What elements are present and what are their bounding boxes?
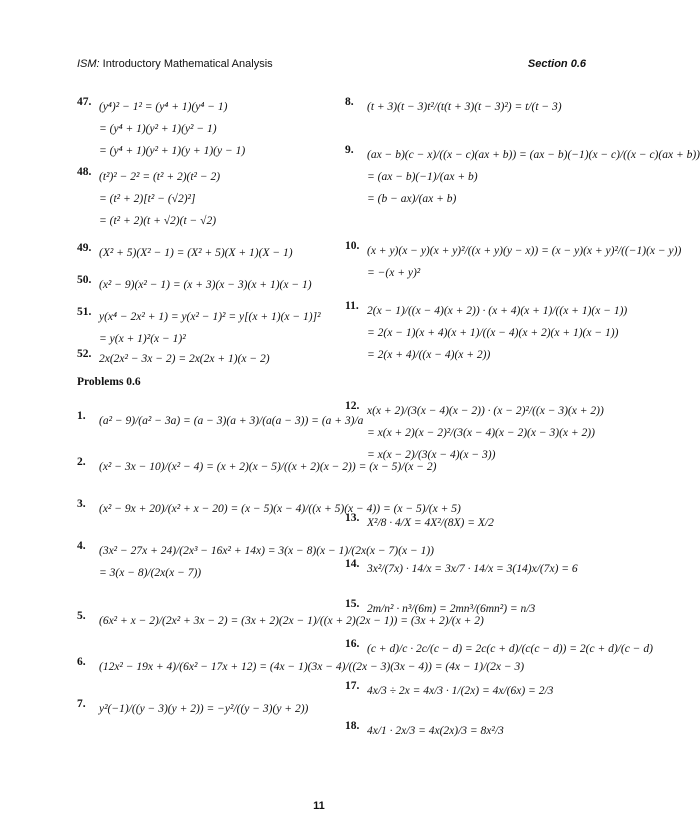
problem-expression	[367, 512, 494, 534]
expression-line: = (ax − b)(−1)/(ax + b)	[367, 171, 478, 183]
running-header-left	[77, 58, 273, 70]
expression-line: = x(x − 2)/(3(x − 4)(x − 3))	[367, 449, 496, 461]
expression-line: (t²)² − 2² = (t² + 2)(t² − 2)	[99, 171, 221, 183]
problem-number: 14.	[345, 558, 360, 570]
expression-line: y²(−1)/((y − 3)(y + 2)) = −y²/((y − 3)(y + 2))	[99, 703, 309, 715]
problem-expression	[99, 242, 293, 264]
expression-line: (x² − 9x + 20)/(x² + x − 20) = (x − 5)(x − 4)/((x + 5)(x − 4)) = (x − 5)/(x + 5)	[99, 503, 461, 515]
problem-number: 2.	[77, 456, 86, 468]
book-title: Introductory Mathematical Analysis	[99, 58, 273, 70]
problem-number: 1.	[77, 410, 86, 422]
problem-expression	[367, 638, 653, 660]
problem-number: 16.	[345, 638, 360, 650]
problem-expression	[367, 300, 627, 366]
problem-expression	[367, 96, 562, 118]
problem-expression	[99, 166, 220, 232]
expression-line: (y⁴)² − 1² = (y⁴ + 1)(y⁴ − 1)	[99, 101, 228, 113]
expression-line: = (t² + 2)[t² − (√2)²]	[99, 193, 196, 205]
expression-line: X²/8 · 4/X = 4X²/(8X) = X/2	[367, 517, 494, 529]
problem-number: 11.	[345, 300, 359, 312]
expression-line: = −(x + y)²	[367, 267, 421, 279]
problem-number: 50.	[77, 274, 92, 286]
expression-line: = 3(x − 8)/(2x(x − 7))	[99, 567, 202, 579]
expression-line: (12x² − 19x + 4)/(6x² − 17x + 12) = (4x − 1)(3x − 4)/((2x − 3)(3x − 4)) = (4x − 1)/(2x − 3)	[99, 661, 525, 673]
problem-number: 10.	[345, 240, 360, 252]
problem-number: 9.	[345, 144, 354, 156]
expression-line: = (b − ax)/(ax + b)	[367, 193, 457, 205]
problem-number: 52.	[77, 348, 92, 360]
problem-expression	[367, 680, 553, 702]
expression-line: 2m/n² · n³/(6m) = 2mn³/(6mn²) = n/3	[367, 603, 536, 615]
problem-number: 4.	[77, 540, 86, 552]
problem-number: 49.	[77, 242, 92, 254]
running-header-section: Section 0.6	[527, 58, 586, 70]
problem-expression	[367, 598, 535, 620]
expression-line: (x + y)(x − y)(x + y)²/((x + y)(y − x)) = (x − y)(x + y)²/((−1)(x − y))	[367, 245, 682, 257]
expression-line: = (y⁴ + 1)(y² + 1)(y² − 1)	[99, 123, 217, 135]
problem-number: 6.	[77, 656, 86, 668]
problem-number: 17.	[345, 680, 360, 692]
problem-number: 13.	[345, 512, 360, 524]
expression-line: = (y⁴ + 1)(y² + 1)(y + 1)(y − 1)	[99, 145, 246, 157]
expression-line: (t + 3)(t − 3)t²/(t(t + 3)(t − 3)²) = t/(t − 3)	[367, 101, 562, 113]
problem-expression	[99, 698, 308, 720]
problem-expression	[99, 306, 321, 350]
problem-number: 8.	[345, 96, 354, 108]
problem-number: 48.	[77, 166, 92, 178]
expression-line: (3x² − 27x + 24)/(2x³ − 16x² + 14x) = 3(x − 8)(x − 1)/(2x(x − 7)(x − 1))	[99, 545, 434, 557]
expression-line: 2x(2x² − 3x − 2) = 2x(2x + 1)(x − 2)	[99, 353, 270, 365]
section-title: Problems 0.6	[77, 376, 141, 388]
expression-line: (6x² + x − 2)/(2x² + 3x − 2) = (3x + 2)(2x − 1)/((x + 2)(2x − 1)) = (3x + 2)/(x + 2)	[99, 615, 484, 627]
expression-line: (X² + 5)(X² − 1) = (X² + 5)(X + 1)(X − 1)	[99, 247, 293, 259]
expression-line: 2(x − 1)/((x − 4)(x + 2)) · (x + 4)(x + 1)/((x + 1)(x − 1))	[367, 305, 628, 317]
expression-line: 3x²/(7x) · 14/x = 3x/7 · 14/x = 3(14)x/(7x) = 6	[367, 563, 578, 575]
expression-line: (ax − b)(c − x)/((x − c)(ax + b)) = (ax − b)(−1)(x − c)/((x − c)(ax + b))	[367, 149, 700, 161]
problem-number: 12.	[345, 400, 360, 412]
problem-number: 47.	[77, 96, 92, 108]
problem-expression	[99, 274, 312, 296]
expression-line: x(x + 2)/(3(x − 4)(x − 2)) · (x − 2)²/((x − 3)(x + 2))	[367, 405, 604, 417]
problem-expression	[99, 410, 363, 432]
expression-line: 4x/1 · 2x/3 = 4x(2x)/3 = 8x²/3	[367, 725, 504, 737]
problem-expression	[367, 720, 504, 742]
expression-line: = 2(x − 1)(x + 4)(x + 1)/((x − 4)(x + 2)(x + 1)(x − 1))	[367, 327, 619, 339]
page-number: 11	[313, 800, 325, 812]
problem-expression	[367, 558, 578, 580]
expression-line: = x(x + 2)(x − 2)²/(3(x − 4)(x − 2)(x − 3)(x + 2))	[367, 427, 595, 439]
expression-line: y(x⁴ − 2x² + 1) = y(x² − 1)² = y[(x + 1)(x − 1)]²	[99, 311, 321, 323]
problem-number: 7.	[77, 698, 86, 710]
problem-expression	[99, 348, 270, 370]
book-abbrev: ISM:	[77, 58, 100, 70]
problem-number: 5.	[77, 610, 86, 622]
problem-expression	[367, 240, 681, 284]
expression-line: = y(x + 1)²(x − 1)²	[99, 333, 186, 345]
expression-line: (c + d)/c · 2c/(c − d) = 2c(c + d)/(c(c − d)) = 2(c + d)/(c − d)	[367, 643, 653, 655]
problem-number: 18.	[345, 720, 360, 732]
problem-number: 15.	[345, 598, 360, 610]
problem-expression	[367, 400, 604, 466]
expression-line: (x² − 3x − 10)/(x² − 4) = (x + 2)(x − 5)/((x + 2)(x − 2)) = (x − 5)/(x − 2)	[99, 461, 437, 473]
expression-line: (x² − 9)(x² − 1) = (x + 3)(x − 3)(x + 1)(x − 1)	[99, 279, 312, 291]
problem-number: 3.	[77, 498, 86, 510]
expression-line: (a² − 9)/(a² − 3a) = (a − 3)(a + 3)/(a(a − 3)) = (a + 3)/a	[99, 415, 364, 427]
expression-line: = 2(x + 4)/((x − 4)(x + 2))	[367, 349, 491, 361]
problem-number: 51.	[77, 306, 92, 318]
problem-expression	[99, 96, 245, 162]
problem-expression	[367, 144, 700, 210]
expression-line: = (t² + 2)(t + √2)(t − √2)	[99, 215, 217, 227]
expression-line: 4x/3 ÷ 2x = 4x/3 · 1/(2x) = 4x/(6x) = 2/3	[367, 685, 554, 697]
